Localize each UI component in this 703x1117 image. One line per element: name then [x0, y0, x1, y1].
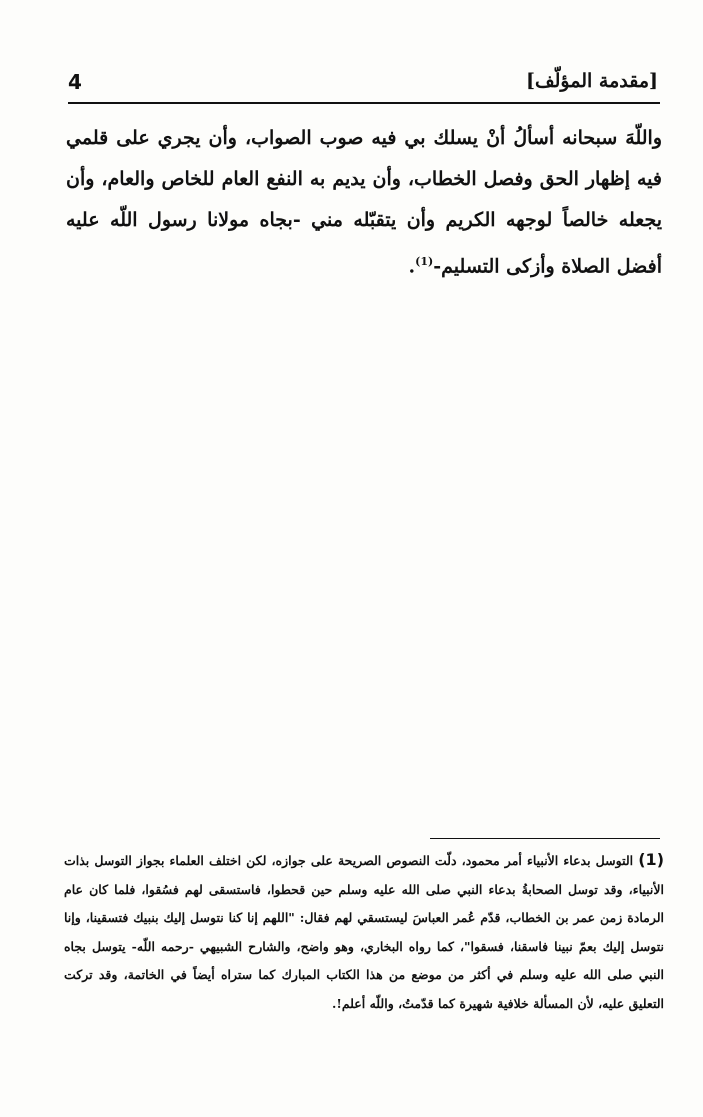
- paragraph-text: واللّهَ سبحانه أسألُ أنْ يسلك بي فيه صوب الصواب، وأن يجري على قلمي فيه إظهار الحق وفصل الخطاب، وأن يديم به النفع العام للخاص والعام، وأن يجعله خالصاً لوجهه الكريم وأن يتقبّله مني -بجاه مولانا رسول اللّه عليه أفضل الصلاة وأزكى التسليم-: [66, 127, 662, 278]
- running-head: [مقدمة المؤلّف]: [525, 70, 658, 92]
- header-rule: [68, 102, 660, 104]
- footnote-separator: [430, 838, 660, 839]
- footnote-text: التوسل بدعاء الأنبياء أمر محمود، دلّت النصوص الصريحة على جوازه، لكن اختلف العلماء بجواز التوسل بذات الأنبياء، وقد توسل الصحابةُ بدعاء النبي صلى الله عليه وسلم حين قحطوا، فاستسقى لهم فسُقوا، فلما كان عام الرمادة زمن عمر بن الخطاب، قدّم عُمر العباسَ ليستسقي لهم فقال: "اللهم إنا كنا نتوسل إليك بنبيك فتسقينا، وإنا نتوسل إليك بعمّ نبينا فاسقنا، فسقوا"، كما رواه البخاري، وهو واضح، والشارح الشبيهي -رحمه اللّه- يتوسل بجاه النبي صلى الله عليه وسلم في أكثر من موضع من هذا الكتاب المبارك كما ستراه أيضاً في الخاتمة، وقد تركت التعليق عليه، لأن المسألة خلافية شهيرة كما قدّمتُ، واللّه أعلم!.: [64, 853, 665, 1011]
- footnote-reference[interactable]: (1): [415, 255, 434, 268]
- footnote: [64, 846, 664, 1018]
- footnote-number: (1): [638, 850, 664, 869]
- end-mark: .: [408, 255, 416, 278]
- page-header: [68, 70, 658, 100]
- page-number: 4: [68, 70, 82, 94]
- main-paragraph: [66, 118, 662, 287]
